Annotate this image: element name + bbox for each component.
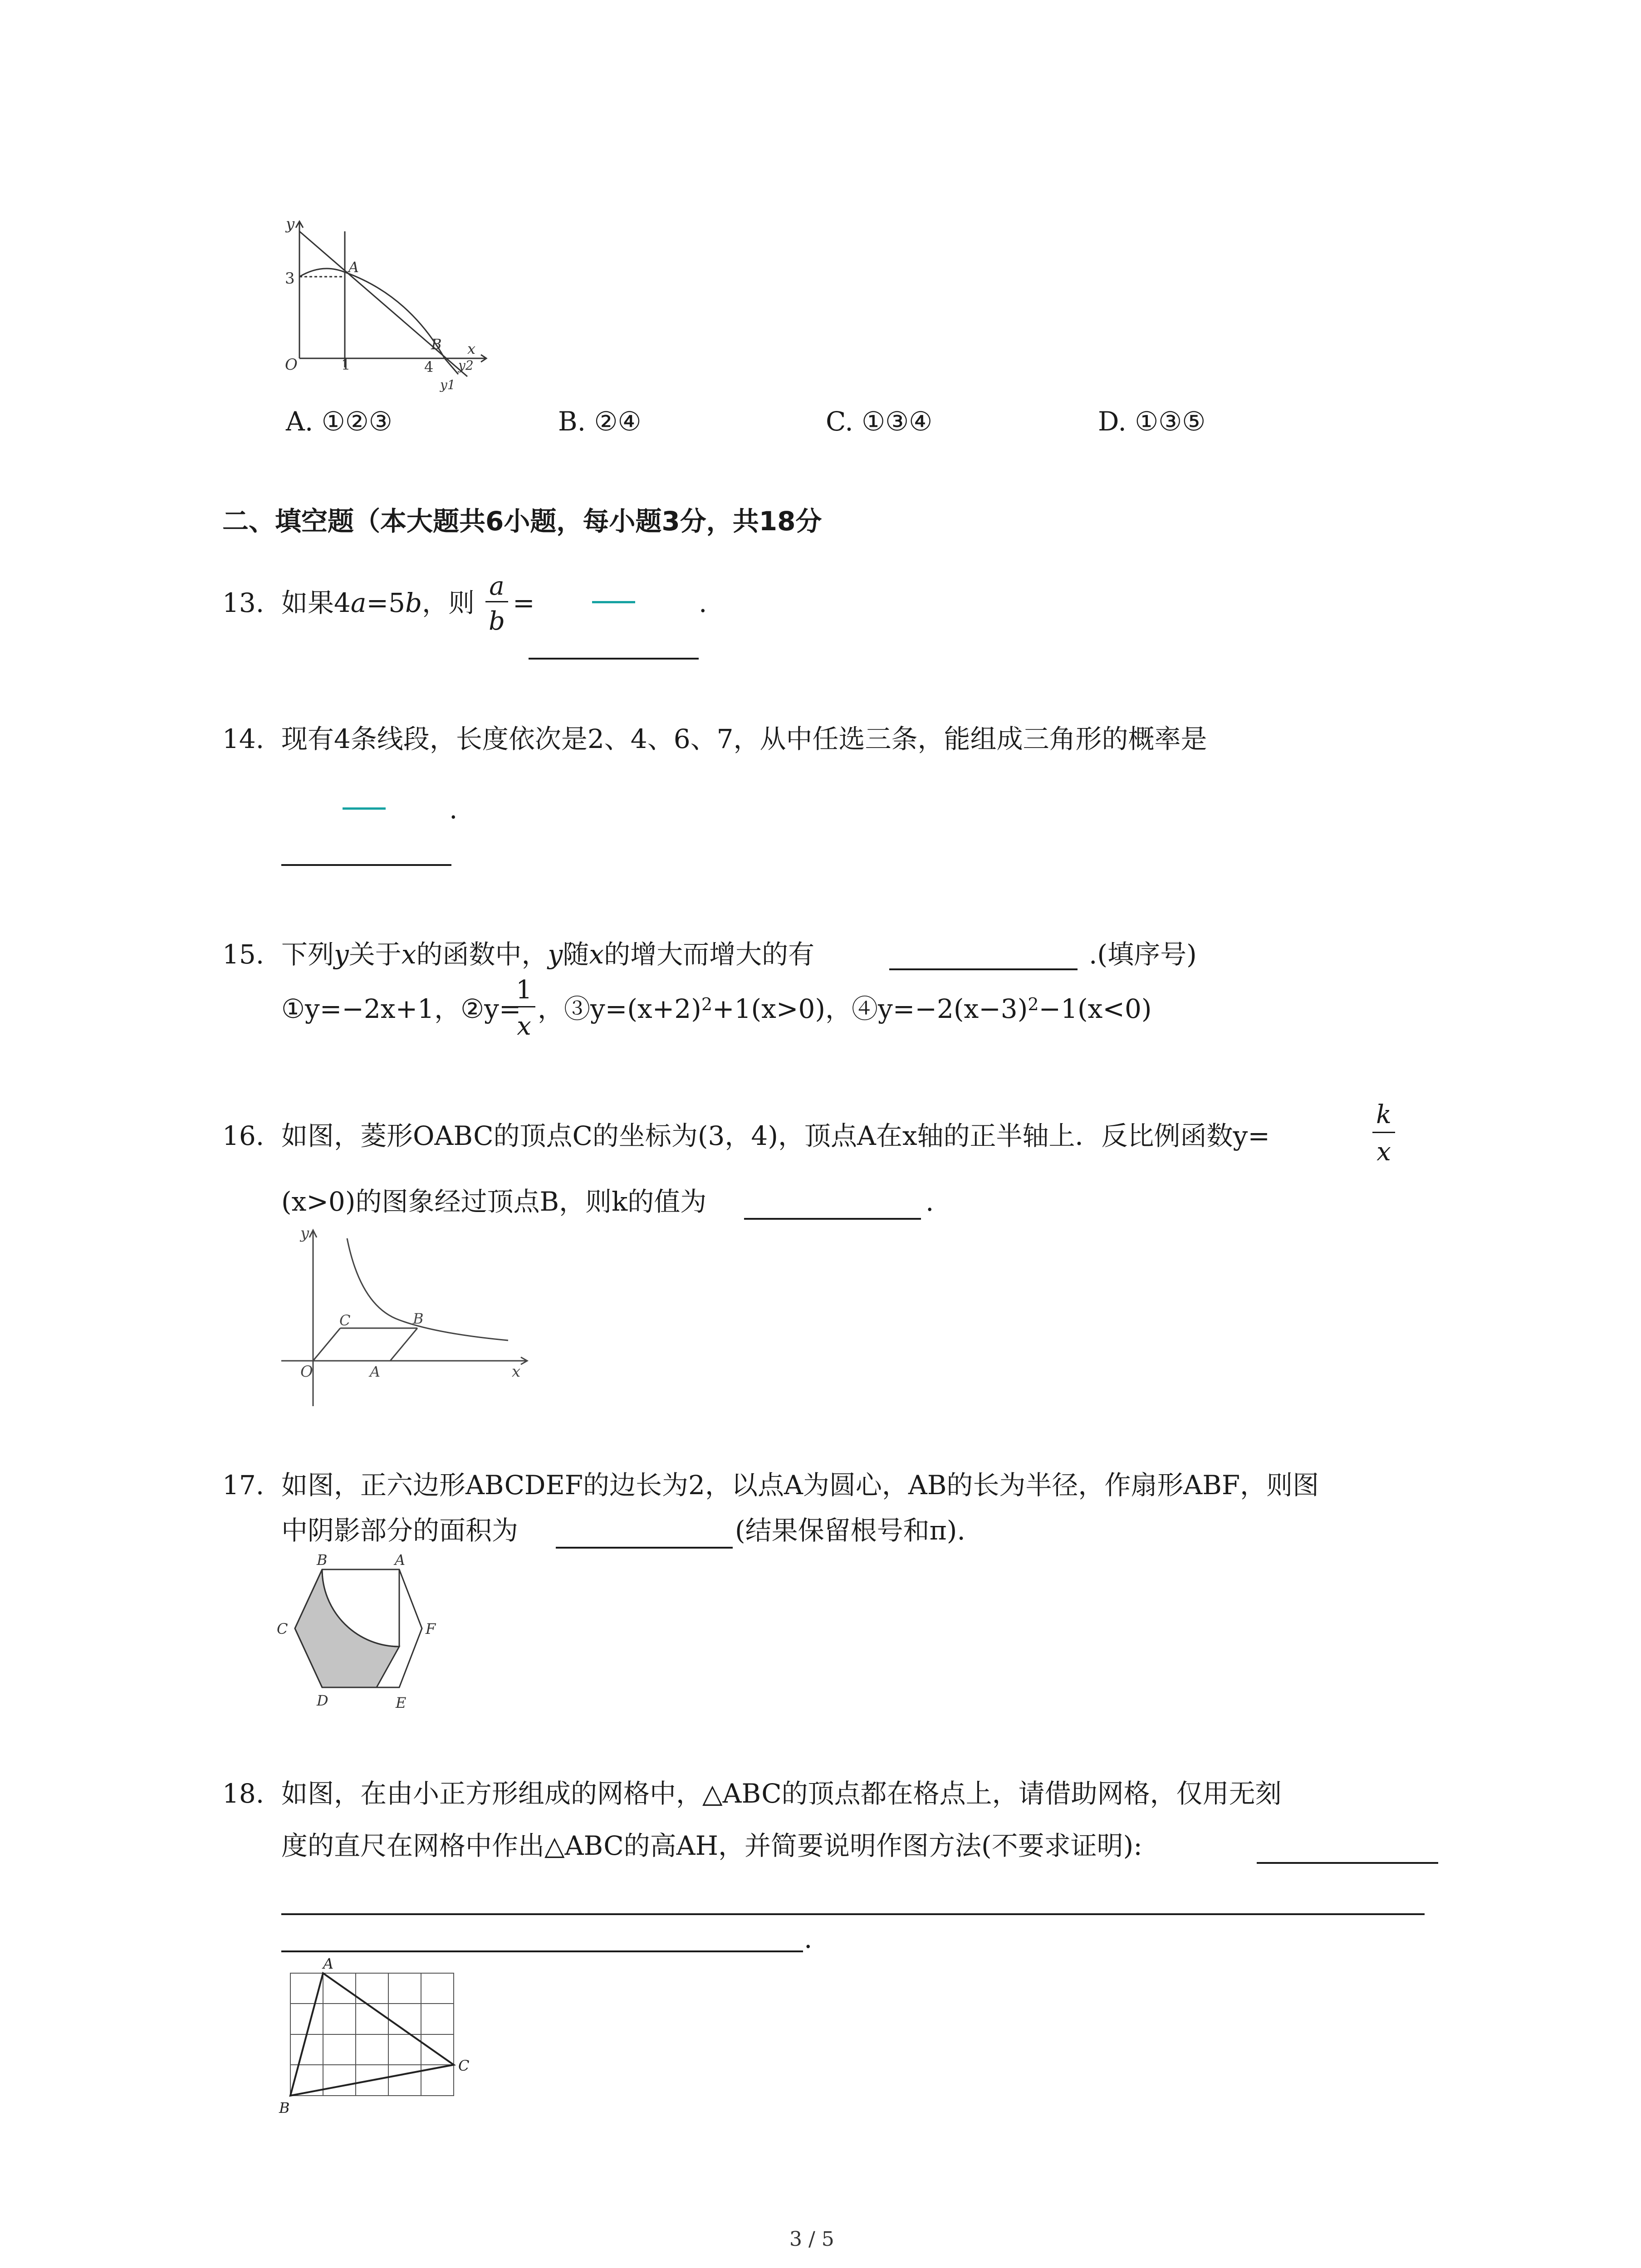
q15-var-y-2: y bbox=[548, 939, 563, 970]
q12-option-c: C. ①③④ bbox=[826, 406, 933, 437]
q13-number: 13. bbox=[222, 587, 265, 618]
q15-fraction-numerator: 1 bbox=[516, 975, 532, 1005]
q15-fraction-denominator: x bbox=[517, 1012, 531, 1041]
q14-stem: 现有4条线段，长度依次是2、4、6、7，从中任选三条，能组成三角形的概率是 bbox=[281, 723, 1207, 754]
q17-label-e: E bbox=[396, 1694, 407, 1711]
q16-label-b: B bbox=[413, 1310, 424, 1327]
q13-text-1: 如果4 bbox=[281, 587, 351, 618]
q15-answer-blank[interactable] bbox=[889, 968, 1078, 970]
q12-label-y2: y2 bbox=[458, 358, 474, 373]
q12-label-y: y bbox=[286, 215, 295, 233]
q12-label-y1: y1 bbox=[440, 377, 456, 392]
q16-stem-line-1: 如图，菱形OABC的顶点C的坐标为(3，4)，顶点A在x轴的正半轴上．反比例函数y= bbox=[281, 1120, 1270, 1151]
q15-opt-3: +1(x>0)，④y=−2(x−3) bbox=[712, 993, 1028, 1024]
q17-label-c: C bbox=[277, 1620, 288, 1637]
q13-fraction-numerator: a bbox=[489, 572, 505, 601]
q13-text-2: =5 bbox=[366, 587, 405, 618]
q16-label-a: A bbox=[370, 1363, 381, 1380]
q12-label-o: O bbox=[285, 356, 298, 374]
section-2-title: 二、填空题（本大题共6小题，每小题3分，共18分 bbox=[222, 506, 822, 537]
q14-period: . bbox=[449, 794, 458, 825]
q13-var-a: a bbox=[350, 587, 367, 618]
q12-option-a: A. ①②③ bbox=[286, 406, 392, 437]
q13-answer-blank[interactable] bbox=[529, 658, 699, 660]
q15-options-b bbox=[538, 993, 1152, 1024]
q18-label-c: C bbox=[458, 2057, 470, 2074]
q13-fraction-denominator: b bbox=[489, 606, 505, 636]
q15-var-y: y bbox=[334, 939, 349, 970]
q15-text-1: 下列 bbox=[281, 939, 334, 970]
q16-fraction-bar bbox=[1372, 1132, 1395, 1133]
q15-sup-2: 2 bbox=[1028, 994, 1039, 1014]
q12-label-4: 4 bbox=[424, 358, 434, 376]
q18-label-a: A bbox=[323, 1955, 334, 1972]
q15-text-3: 的函数中， bbox=[416, 939, 548, 970]
q15-suffix: .(填序号) bbox=[1089, 939, 1197, 970]
q15-opt-4: −1(x<0) bbox=[1038, 993, 1152, 1024]
q15-opt-2: ，③y=(x+2) bbox=[538, 993, 701, 1024]
q18-grid-figure bbox=[272, 1955, 481, 2118]
q17-stem-line-2b: (结果保留根号和π). bbox=[735, 1515, 965, 1546]
q13-fraction-bar bbox=[485, 601, 508, 602]
q13-text-3: ，则 bbox=[422, 587, 475, 618]
q16-label-y: y bbox=[300, 1225, 309, 1242]
q15-var-x-2: x bbox=[589, 939, 604, 970]
q15-text-2: 关于 bbox=[348, 939, 402, 970]
q15-sup-1: 2 bbox=[701, 994, 713, 1014]
q12-option-d: D. ①③⑤ bbox=[1098, 406, 1206, 437]
q17-label-b: B bbox=[317, 1551, 328, 1569]
q12-label-b: B bbox=[431, 336, 442, 353]
q12-label-a: A bbox=[348, 259, 359, 276]
q16-number: 16. bbox=[222, 1120, 265, 1151]
q16-label-o: O bbox=[300, 1363, 313, 1381]
q18-stem-line-1: 如图，在由小正方形组成的网格中，△ABC的顶点都在格点上，请借助网格，仅用无刻 bbox=[281, 1778, 1282, 1809]
q18-answer-blank-2[interactable] bbox=[281, 1913, 1425, 1915]
q18-answer-blank-1[interactable] bbox=[1257, 1862, 1438, 1864]
q12-function-graph bbox=[272, 213, 499, 395]
q18-label-b: B bbox=[279, 2099, 290, 2116]
q13-stem bbox=[281, 587, 475, 618]
q16-stem-line-2: (x>0)的图象经过顶点B，则k的值为 bbox=[281, 1186, 707, 1217]
q12-label-x: x bbox=[467, 340, 476, 357]
q14-number: 14. bbox=[222, 723, 265, 754]
q13-var-b: b bbox=[405, 587, 422, 618]
q16-fraction-denominator: x bbox=[1376, 1137, 1391, 1167]
q15-options-a: ①y=−2x+1，②y= bbox=[281, 993, 521, 1024]
q17-hexagon-figure bbox=[272, 1551, 463, 1724]
q18-stem-line-2: 度的直尺在网格中作出△ABC的高AH，并简要说明作图方法(不要求证明): bbox=[281, 1830, 1142, 1861]
q12-label-3: 3 bbox=[285, 269, 295, 288]
q17-stem-line-1: 如图，正六边形ABCDEF的边长为2，以点A为圆心，AB的长为半径，作扇形ABF，则图 bbox=[281, 1470, 1319, 1501]
q13-period: . bbox=[699, 587, 707, 618]
q13-answer-mark bbox=[592, 601, 635, 603]
q14-answer-mark bbox=[343, 807, 386, 810]
q16-answer-blank[interactable] bbox=[744, 1218, 921, 1220]
q15-text-4: 随 bbox=[563, 939, 589, 970]
q16-label-c: C bbox=[339, 1312, 351, 1329]
q15-text-5: 的增大而增大的有 bbox=[604, 939, 815, 970]
q16-label-x: x bbox=[512, 1363, 521, 1381]
q13-equals: = bbox=[513, 587, 535, 618]
q12-option-b: B. ②④ bbox=[558, 406, 642, 437]
q15-number: 15. bbox=[222, 939, 265, 970]
q17-label-d: D bbox=[317, 1692, 328, 1709]
q15-var-x: x bbox=[401, 939, 416, 970]
q17-label-f: F bbox=[426, 1620, 436, 1637]
q18-answer-blank-3[interactable] bbox=[281, 1950, 803, 1952]
q16-rhombus-graph bbox=[272, 1225, 544, 1415]
q18-number: 18. bbox=[222, 1778, 265, 1809]
q18-period: . bbox=[804, 1923, 813, 1954]
q17-stem-line-2a: 中阴影部分的面积为 bbox=[281, 1515, 519, 1546]
q17-label-a: A bbox=[395, 1551, 406, 1569]
page-number: 3 / 5 bbox=[789, 2228, 834, 2251]
q12-label-1: 1 bbox=[341, 356, 351, 373]
q17-number: 17. bbox=[222, 1470, 265, 1501]
q15-stem bbox=[281, 941, 814, 968]
q14-answer-blank[interactable] bbox=[281, 864, 451, 866]
q16-period: . bbox=[926, 1186, 934, 1217]
q16-fraction-numerator: k bbox=[1376, 1100, 1391, 1129]
q15-fraction-bar bbox=[513, 1006, 535, 1007]
q17-answer-blank[interactable] bbox=[556, 1547, 733, 1549]
